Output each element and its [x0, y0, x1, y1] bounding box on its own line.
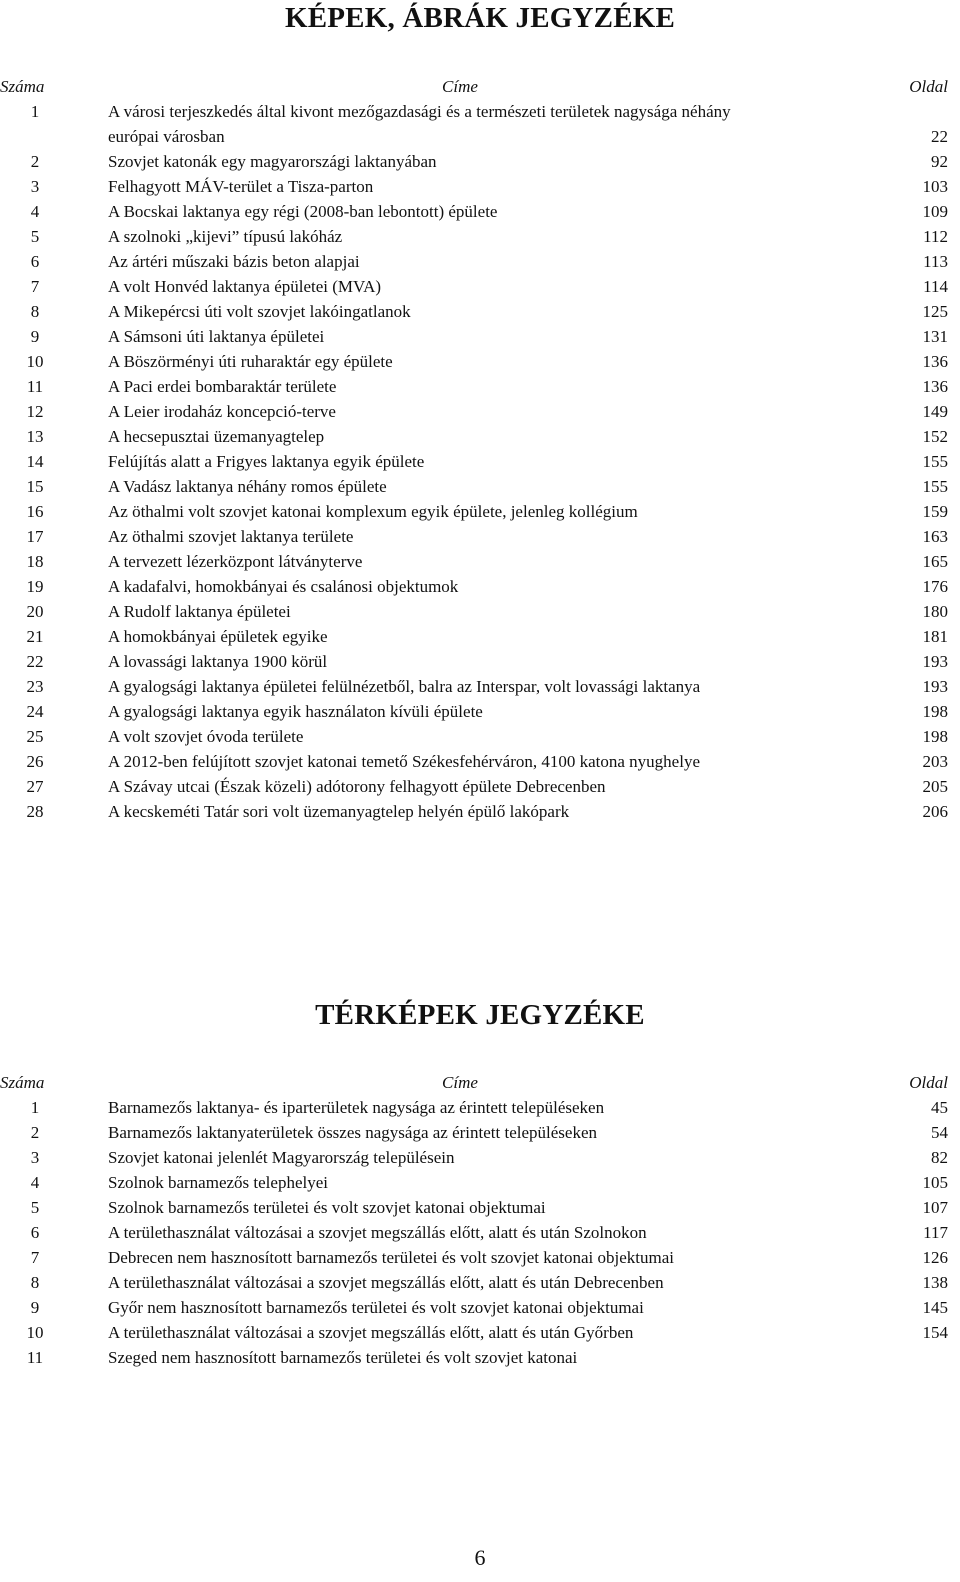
item-page: 138: [922, 1273, 948, 1292]
list-item: [0, 1245, 960, 1270]
item-number: 24: [26, 702, 44, 721]
item-page: 149: [922, 402, 948, 421]
list-item: [0, 199, 960, 224]
list-item: [0, 549, 960, 574]
item-title: A lovassági laktanya 1900 körül: [108, 652, 328, 671]
list-item: [0, 1320, 960, 1345]
item-title: A tervezett lézerközpont látványterve: [108, 552, 363, 571]
maps-list-rows: [0, 1095, 960, 1370]
item-title: Szovjet katonai jelenlét Magyarország településein: [108, 1148, 455, 1167]
item-number: 6: [30, 252, 40, 271]
item-title: A Böszörményi úti ruharaktár egy épülete: [108, 352, 393, 371]
item-title: Debrecen nem hasznosított barnamezős területei és volt szovjet katonai objektumai: [108, 1248, 675, 1267]
item-page: 154: [922, 1323, 948, 1342]
list-item: [0, 299, 960, 324]
item-title: A gyalogsági laktanya épületei felülnézetből, balra az Interspar, volt lovassági laktanya: [108, 677, 701, 696]
item-number: 3: [30, 1148, 40, 1167]
list-item: [0, 1270, 960, 1295]
list-item: [0, 274, 960, 299]
item-page: 45: [931, 1098, 948, 1117]
item-page: 92: [931, 152, 948, 171]
list-item: [0, 524, 960, 549]
item-page: 181: [922, 627, 948, 646]
item-title: A Mikepércsi úti volt szovjet lakóingatlanok: [108, 302, 411, 321]
item-page: 113: [923, 252, 948, 271]
item-number: 26: [26, 752, 44, 771]
item-title: A Vadász laktanya néhány romos épülete: [108, 477, 387, 496]
item-number: 23: [26, 677, 44, 696]
item-number: 8: [30, 1273, 40, 1292]
item-page: 152: [922, 427, 948, 446]
item-page: 198: [922, 727, 948, 746]
list-item: [0, 1195, 960, 1220]
item-number: 21: [26, 627, 44, 646]
item-number: 4: [30, 202, 40, 221]
item-number: 12: [26, 402, 44, 421]
item-title: A Szávay utcai (Észak közeli) adótorony felhagyott épülete Debrecenben: [108, 777, 606, 796]
item-page: 203: [922, 752, 948, 771]
list-item: [0, 799, 960, 824]
list-item: [0, 499, 960, 524]
item-number: 2: [30, 1123, 40, 1142]
item-title: A területhasználat változásai a szovjet megszállás előtt, alatt és után Győrben: [108, 1323, 634, 1342]
item-number: 10: [26, 352, 44, 371]
item-page: 136: [922, 377, 948, 396]
item-page: 109: [922, 202, 948, 221]
item-page: 107: [922, 1198, 948, 1217]
item-title: Az öthalmi volt szovjet katonai komplexum egyik épülete, jelenleg kollégium: [108, 502, 638, 521]
list-item: [0, 1145, 960, 1170]
item-number: 19: [26, 577, 44, 596]
page-number: 6: [474, 1545, 486, 1570]
item-number: 9: [30, 1298, 40, 1317]
list-item: [0, 699, 960, 724]
item-number: 27: [26, 777, 44, 796]
figures-list: [0, 74, 960, 824]
item-number: 8: [30, 302, 40, 321]
item-title: A Paci erdei bombaraktár területe: [108, 377, 337, 396]
item-number: 16: [26, 502, 44, 521]
item-number: 4: [30, 1173, 40, 1192]
list-item: [0, 424, 960, 449]
item-title: Az öthalmi szovjet laktanya területe: [108, 527, 354, 546]
item-title: A homokbányai épületek egyike: [108, 627, 328, 646]
column-header-page: Oldal: [909, 1073, 948, 1092]
item-title: A gyalogsági laktanya egyik használaton kívüli épülete: [108, 702, 483, 721]
item-title: A Bocskai laktanya egy régi (2008-ban lebontott) épülete: [108, 202, 498, 221]
item-number: 17: [26, 527, 44, 546]
item-page: 54: [931, 1123, 948, 1142]
maps-list-title: TÉRKÉPEK JEGYZÉKE: [315, 999, 645, 1031]
item-title: Barnamezős laktanya- és iparterületek nagysága az érintett településeken: [108, 1098, 605, 1117]
list-item: [0, 249, 960, 274]
list-item: [0, 599, 960, 624]
list-item: [0, 1295, 960, 1320]
list-item: [0, 449, 960, 474]
item-title: A kadafalvi, homokbányai és csalánosi objektumok: [108, 577, 459, 596]
item-page: 114: [923, 277, 948, 296]
item-title: Szolnok barnamezős területei és volt szovjet katonai objektumai: [108, 1198, 546, 1217]
figures-list-title: KÉPEK, ÁBRÁK JEGYZÉKE: [284, 2, 676, 34]
item-page: 176: [922, 577, 948, 596]
item-page: 206: [922, 802, 948, 821]
item-number: 5: [30, 227, 40, 246]
maps-list-header: [0, 1070, 960, 1095]
list-item: [0, 224, 960, 249]
item-page: 145: [922, 1298, 948, 1317]
item-title: Felhagyott MÁV-terület a Tisza-parton: [108, 177, 374, 196]
list-item: [0, 674, 960, 699]
list-item: [0, 374, 960, 399]
column-header-number: Száma: [0, 1073, 45, 1092]
item-number: 13: [26, 427, 44, 446]
item-title: Barnamezős laktanyaterületek összes nagysága az érintett településeken: [108, 1123, 598, 1142]
item-page: 193: [922, 677, 948, 696]
item-number: 2: [30, 152, 40, 171]
item-number: 9: [30, 327, 40, 346]
list-item: [0, 624, 960, 649]
item-title: A területhasználat változásai a szovjet megszállás előtt, alatt és után Debrecenben: [108, 1273, 664, 1292]
figures-list-rows: [0, 99, 960, 824]
item-page: 126: [922, 1248, 948, 1267]
item-title: A szolnoki „kijevi” típusú lakóház: [108, 227, 343, 246]
list-item: [0, 149, 960, 174]
item-number: 28: [26, 802, 44, 821]
item-title: A Sámsoni úti laktanya épületei: [108, 327, 325, 346]
item-page: 125: [922, 302, 948, 321]
item-number: 6: [30, 1223, 40, 1242]
item-page: 165: [922, 552, 948, 571]
list-item: [0, 399, 960, 424]
column-header-title: Címe: [442, 77, 478, 96]
list-item: [0, 324, 960, 349]
item-number: 22: [26, 652, 44, 671]
item-number: 10: [26, 1323, 44, 1342]
item-number: 1: [30, 102, 40, 121]
item-title: Szeged nem hasznosított barnamezős területei és volt szovjet katonai: [108, 1348, 578, 1367]
item-page: 155: [922, 452, 948, 471]
list-item: [0, 1120, 960, 1145]
item-page: 193: [922, 652, 948, 671]
column-header-number: Száma: [0, 77, 45, 96]
item-title: A területhasználat változásai a szovjet megszállás előtt, alatt és után Szolnokon: [108, 1223, 647, 1242]
item-page: 117: [923, 1223, 948, 1242]
item-page: 112: [923, 227, 948, 246]
item-number: 7: [30, 277, 40, 296]
item-page: 131: [922, 327, 948, 346]
item-number: 11: [26, 377, 44, 396]
item-page: 82: [931, 1148, 948, 1167]
list-item: [0, 574, 960, 599]
maps-list: [0, 1070, 960, 1370]
item-title: A Leier irodaház koncepció-terve: [108, 402, 336, 421]
item-page: 105: [922, 1173, 948, 1192]
item-number: 25: [26, 727, 44, 746]
item-page: 205: [922, 777, 948, 796]
list-item: [0, 749, 960, 774]
item-page: 159: [922, 502, 948, 521]
list-item: [0, 724, 960, 749]
item-number: 7: [30, 1248, 40, 1267]
item-title: A Rudolf laktanya épületei: [108, 602, 291, 621]
list-item: [0, 649, 960, 674]
list-item: [0, 1345, 960, 1370]
list-item: [0, 99, 960, 149]
item-title: Győr nem hasznosított barnamezős területei és volt szovjet katonai objektumai: [108, 1298, 644, 1317]
item-title: Az ártéri műszaki bázis beton alapjai: [108, 252, 360, 271]
item-page: 198: [922, 702, 948, 721]
list-item: [0, 774, 960, 799]
column-header-page: Oldal: [909, 77, 948, 96]
item-page: 155: [922, 477, 948, 496]
item-title: A 2012-ben felújított szovjet katonai temető Székesfehérváron, 4100 katona nyughelye: [108, 752, 700, 771]
list-item: [0, 474, 960, 499]
item-page: 22: [931, 127, 948, 146]
item-page: 180: [922, 602, 948, 621]
item-number: 15: [26, 477, 44, 496]
item-number: 20: [26, 602, 44, 621]
item-number: 11: [26, 1348, 44, 1367]
item-title: Szolnok barnamezős telephelyei: [108, 1173, 328, 1192]
item-page: 163: [922, 527, 948, 546]
item-number: 14: [26, 452, 44, 471]
item-number: 3: [30, 177, 40, 196]
item-page: 136: [922, 352, 948, 371]
item-number: 18: [26, 552, 44, 571]
item-number: 5: [30, 1198, 40, 1217]
item-page: 103: [922, 177, 948, 196]
item-title: A hecsepusztai üzemanyagtelep: [108, 427, 325, 446]
item-title: A kecskeméti Tatár sori volt üzemanyagtelep helyén épülő lakópark: [108, 802, 570, 821]
list-item: [0, 174, 960, 199]
list-item: [0, 1220, 960, 1245]
item-title: Szovjet katonák egy magyarországi laktanyában: [108, 152, 437, 171]
column-header-title: Címe: [442, 1073, 478, 1092]
list-item: [0, 349, 960, 374]
list-item: [0, 1170, 960, 1195]
item-title: Felújítás alatt a Frigyes laktanya egyik épülete: [108, 452, 425, 471]
item-number: 1: [30, 1098, 40, 1117]
item-title: A volt szovjet óvoda területe: [108, 727, 304, 746]
item-title: A városi terjeszkedés által kivont mezőgazdasági és a természeti területek nagysága néhány európai városban: [108, 102, 731, 146]
figures-list-header: [0, 74, 960, 99]
list-item: [0, 1095, 960, 1120]
item-title: A volt Honvéd laktanya épületei (MVA): [108, 277, 382, 296]
